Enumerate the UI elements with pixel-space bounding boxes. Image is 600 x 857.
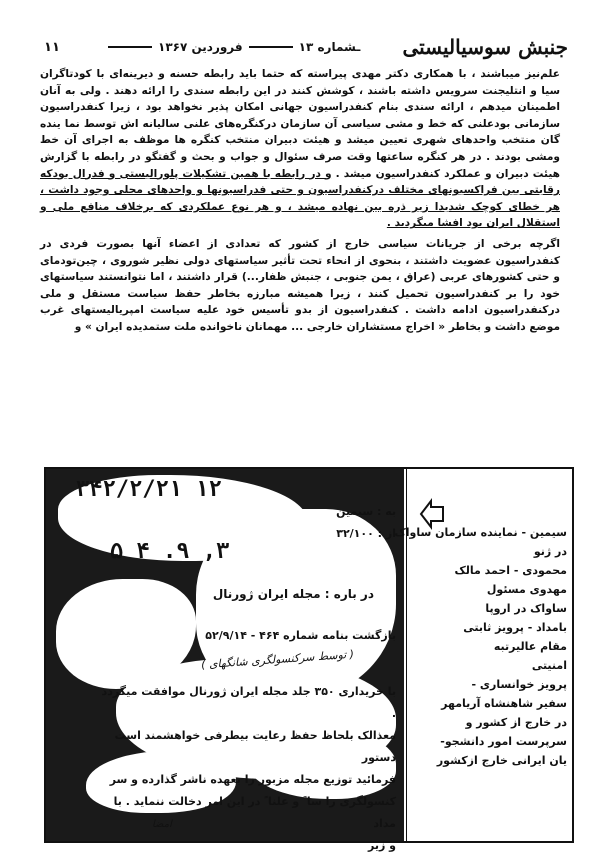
page-number: ۱۱	[44, 39, 60, 55]
document-signature: امضا	[152, 819, 172, 830]
distribution-line: یان ایرانی خارج ازکشور	[436, 754, 567, 767]
publication-title: جنبش سوسیالیستی	[402, 35, 568, 59]
document-serial-number: ۵ ۴ .۹ ,۳	[110, 539, 230, 564]
distribution-line: در ژنو	[533, 545, 567, 558]
document-recipient: به : سیمین	[336, 505, 396, 518]
document-line: با خریداری ۳۵۰ جلد مجله ایران ژورنال موافقت میگردد .	[101, 685, 396, 720]
distribution-line: مقام عالیرتبه	[493, 640, 567, 653]
underlined-passage: و در رابطه با همین تشکیلات پلورالیستی و فدرال بودکه رقابتی بین فراکسیونهای مختلف درکنفدراسیون و حتی فدراسیونها و واحدهای محلی وجود داشت ، هر خطای کوچک شدیدا زیر ذره بین نهاده میشد ، و هر نوع عملکردی که برخلاف منافع ملی و استقلال ایران بود افشا میگردید .	[40, 167, 560, 230]
document-clipping	[44, 467, 574, 852]
article-paragraph	[40, 66, 560, 232]
issue-info	[102, 40, 360, 54]
distribution-line: امنیتی	[531, 659, 567, 672]
issue-number: ـشماره ۱۳	[298, 40, 361, 54]
distribution-line: بامداد - پرویز ثابتی	[463, 621, 567, 634]
document-subject: در باره : مجله ایران ژورنال	[212, 587, 374, 601]
distribution-line: سیمین - نماینده سازمان ساواک	[394, 526, 567, 539]
distribution-line: محمودی - احمد مالک	[454, 564, 567, 577]
distribution-line: پرویز خوانساری -	[471, 678, 567, 691]
handwritten-note: ( توسط سرکنسولگری شانگهای )	[200, 647, 355, 672]
document-line: معذالک بلحاظ حفظ رعایت بیطرفی خواهشمند است دستور	[114, 729, 396, 764]
document-line: فرمائید توزیع مجله مزبور را بعهده ناشر گذارده و سر	[109, 773, 396, 786]
paragraph-text: علم‌نیز میباشند ، با همکاری دکتر مهدی پیراسته که حتما باید رابطه حسنه و دیرینه‌ای با کودتاگران سیا و انتلیجنت سرویس داشته باشند ، کوشش کنند در این رابطه سندی را ارائه دهند . ولی به آنان اطمینان میدهم ، ارائه سندی بنام کنفدراسیون جهانی امکان پذیر نخواهد بود ، زیرا کنفدراسیون سازمانی بودعلنی که خط و مشی سیاسی آن سازمان درکنگره‌های علنی سالیانه اش توسط نما ینده گان منتخب واحدهای شهری تعیین میشد و هیئت دبیران منتخب کنگره ها موظف به اجرای آن خط ومشی بودند . در هر کنگره ساعتها وقت صرف سئوال و جواب و بحث و گفتگو در رابطه با گزارش هیئت دبیران و عملکرد کنفدراسیون میشد .	[40, 68, 560, 180]
distribution-line: در خارج از کشور و	[465, 716, 567, 729]
document-line: کنسولگری را سا ً و علنا ً در این امر دخالت ننماید . با مداد	[113, 795, 396, 830]
header-rule	[108, 46, 152, 48]
issue-date: فروردین ۱۳۶۷	[158, 40, 243, 54]
distribution-list-panel	[394, 469, 573, 841]
distribution-line: مهدوی مسئول	[486, 583, 567, 596]
document-line: و زیر	[368, 839, 396, 852]
article-paragraph: اگرچه برخی از جریانات سیاسی خارج از کشور که تعدادی از اعضاء آنها بصورت فردی در کنفدراسیون عضویت داشتند ، بنحوی از انحاء تحت تأثیر سیاستهای دولی نظیر شوروی ، چین‌تودمای و حتی کشورهای عربی (عراق ، یمن جنوبی ، جنبش ظفار...) قرار داشتند ، اما نتوانستند سیاستهای خود را بر کنفدراسیون تحمیل کنند ، زیرا همیشه مبارزه بخاطر حفظ سیاست مستقل و ملی درکنفدراسیون ادامه داشت . کنفدراسیون از بدو تأسیس خود علیه سیاست امپریالیستهای غرب موضع داشت و بخاطر « اخراج مستشاران خارجی ... مهمانان ناخوانده ملت ستمدیده ایران » و	[40, 237, 560, 333]
distribution-line: سفیر شاهنشاه آریامهر	[441, 697, 567, 710]
document-letter	[46, 469, 404, 852]
document-return-reference: بازگشت بنامه شماره ۴۶۴ - ۵۲/۹/۱۴	[205, 629, 396, 642]
document-sender: از : ۳۲/۱۰۰	[336, 527, 396, 540]
distribution-line: ساواک در اروپا	[485, 602, 567, 615]
article-body	[40, 66, 560, 336]
distribution-line: سرپرست امور دانشجو-	[440, 735, 567, 748]
distribution-list	[394, 523, 567, 770]
page-header	[44, 30, 568, 64]
document-body	[96, 681, 396, 857]
header-rule	[249, 46, 293, 48]
document-reference-number: ۳۴۲/۲/۲۱ ۱۲	[76, 477, 222, 502]
